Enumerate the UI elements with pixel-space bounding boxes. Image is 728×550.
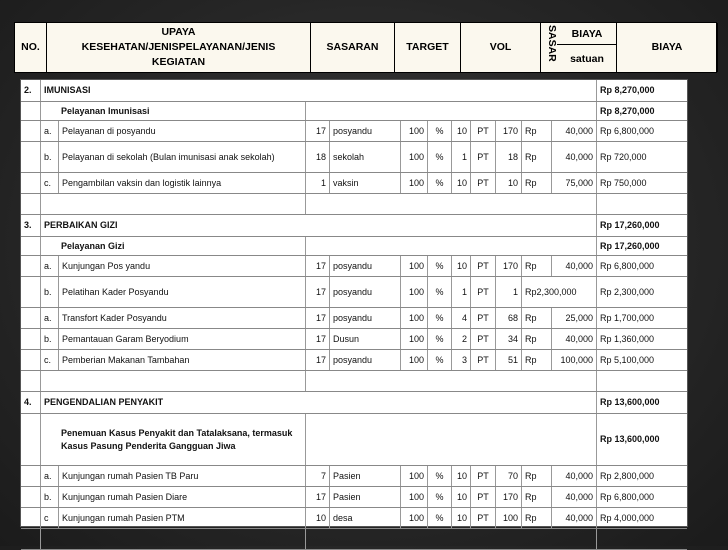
- volume: 70: [496, 466, 522, 486]
- table-header: [14, 22, 717, 73]
- sasaran-unit: Dusun: [330, 329, 401, 349]
- currency: Rp: [522, 142, 552, 172]
- target-value: 100: [401, 350, 428, 370]
- vol-count: 10: [452, 121, 471, 141]
- row-number: [21, 102, 41, 120]
- vol-unit: PT: [471, 277, 496, 307]
- volume: 18: [496, 142, 522, 172]
- currency: Rp: [522, 121, 552, 141]
- vol-unit: PT: [471, 508, 496, 528]
- total-cost: Rp 5,100,000: [600, 354, 655, 365]
- target-percent: %: [428, 142, 452, 172]
- currency: Rp: [522, 308, 552, 328]
- target-value: 100: [401, 466, 428, 486]
- item-label: Pengambilan vaksin dan logistik lainnya: [59, 173, 306, 193]
- vol-unit: PT: [471, 142, 496, 172]
- total-cost: Rp 17,260,000: [600, 240, 660, 251]
- target-value: 100: [401, 329, 428, 349]
- item-letter: c.: [41, 173, 59, 193]
- budget-table: [20, 79, 688, 527]
- row-number: [21, 508, 41, 528]
- section-row: [21, 392, 687, 414]
- empty-cell: [41, 194, 306, 214]
- unit-cost: 40,000: [552, 466, 597, 486]
- total-cost: Rp 13,600,000: [600, 434, 660, 445]
- sasaran-count: 17: [306, 350, 330, 370]
- total-cost: Rp 13,600,000: [600, 397, 660, 408]
- row-number: [21, 487, 41, 507]
- vol-count: 10: [452, 487, 471, 507]
- row-number: [21, 466, 41, 486]
- row-number: [21, 277, 41, 307]
- row-number: [21, 350, 41, 370]
- vol-count: 1: [452, 142, 471, 172]
- row-number: [21, 529, 41, 549]
- currency: Rp: [522, 329, 552, 349]
- volume: 10: [496, 173, 522, 193]
- total-cost: Rp 8,270,000: [600, 105, 655, 116]
- item-letter: a.: [41, 466, 59, 486]
- header-biaya-top: BIAYA: [557, 23, 617, 45]
- volume: 68: [496, 308, 522, 328]
- vol-count: 10: [452, 173, 471, 193]
- unit-cost: 40,000: [552, 508, 597, 528]
- item-label: Transfort Kader Posyandu: [59, 308, 306, 328]
- sasaran-count: 17: [306, 121, 330, 141]
- total-cost: Rp 17,260,000: [600, 220, 660, 231]
- unit-cost: 40,000: [552, 121, 597, 141]
- empty-cell: [41, 529, 306, 549]
- header-no: NO.: [15, 23, 47, 72]
- row-number: [21, 121, 41, 141]
- table-row: [21, 308, 687, 329]
- currency: Rp: [522, 508, 552, 528]
- item-letter: a.: [41, 121, 59, 141]
- currency: Rp: [522, 466, 552, 486]
- empty-cell: [41, 371, 306, 391]
- target-value: 100: [401, 308, 428, 328]
- item-letter: c.: [41, 350, 59, 370]
- target-percent: %: [428, 308, 452, 328]
- sasaran-unit: posyandu: [330, 256, 401, 276]
- item-label: Pelatihan Kader Posyandu: [59, 277, 306, 307]
- row-number: [21, 371, 41, 391]
- sasaran-count: 17: [306, 487, 330, 507]
- unit-cost: 100,000: [552, 350, 597, 370]
- item-label: Pelayanan di posyandu: [59, 121, 306, 141]
- empty-cell: [306, 237, 597, 255]
- item-letter: b.: [41, 277, 59, 307]
- header-biaya-satuan: satuan: [570, 53, 604, 65]
- target-percent: %: [428, 329, 452, 349]
- vol-count: 3: [452, 350, 471, 370]
- item-label: Pelayanan di sekolah (Bulan imunisasi anak sekolah): [59, 142, 306, 172]
- sasaran-count: 1: [306, 173, 330, 193]
- table-row: [21, 173, 687, 194]
- header-upaya-line2: KESEHATAN/JENISPELAYANAN/JENIS: [81, 40, 276, 53]
- vol-count: 4: [452, 308, 471, 328]
- target-value: 100: [401, 142, 428, 172]
- sasaran-unit: Pasien: [330, 466, 401, 486]
- total-cost: Rp 6,800,000: [600, 260, 655, 271]
- empty-cell: [597, 194, 689, 214]
- item-label: Kunjungan rumah Pasien Diare: [59, 487, 306, 507]
- empty-cell: [306, 194, 597, 214]
- empty-cell: [597, 371, 689, 391]
- total-cost: Rp 2,800,000: [600, 470, 655, 481]
- target-percent: %: [428, 173, 452, 193]
- volume: 1: [496, 277, 522, 307]
- section-label: IMUNISASI: [41, 80, 597, 101]
- currency: Rp: [522, 487, 552, 507]
- item-label: Kunjungan Pos yandu: [59, 256, 306, 276]
- sasaran-unit: posyandu: [330, 277, 401, 307]
- item-label: Pemberian Makanan Tambahan: [59, 350, 306, 370]
- volume: 170: [496, 256, 522, 276]
- table-row: [21, 277, 687, 308]
- header-upaya-line3: KEGIATAN: [151, 56, 206, 69]
- sasaran-count: 7: [306, 466, 330, 486]
- header-sasaran: SASARAN: [311, 23, 395, 72]
- subsection-label: Pelayanan Imunisasi: [41, 102, 306, 120]
- sasaran-count: 10: [306, 508, 330, 528]
- volume: 51: [496, 350, 522, 370]
- table-row: [21, 329, 687, 350]
- unit-cost: 40,000: [552, 329, 597, 349]
- table-row: [21, 414, 687, 466]
- table-row: [21, 142, 687, 173]
- table-row: [21, 466, 687, 487]
- item-letter: b.: [41, 329, 59, 349]
- sasaran-unit: sekolah: [330, 142, 401, 172]
- currency: Rp: [522, 173, 552, 193]
- vol-count: 2: [452, 329, 471, 349]
- volume: 170: [496, 121, 522, 141]
- unit-cost: 40,000: [552, 256, 597, 276]
- target-value: 100: [401, 487, 428, 507]
- total-cost: Rp 6,800,000: [600, 125, 655, 136]
- header-upaya-line1: UPAYA: [161, 25, 196, 38]
- table-row: [21, 102, 687, 121]
- item-label: Pemantauan Garam Beryodium: [59, 329, 306, 349]
- sasaran-unit: Pasien: [330, 487, 401, 507]
- total-cost: Rp 6,800,000: [600, 491, 655, 502]
- vol-unit: PT: [471, 256, 496, 276]
- sasaran-unit: posyandu: [330, 308, 401, 328]
- empty-cell: [306, 529, 597, 549]
- target-percent: %: [428, 508, 452, 528]
- table-row: [21, 487, 687, 508]
- target-percent: %: [428, 256, 452, 276]
- row-number: [21, 329, 41, 349]
- total-cost: Rp 1,360,000: [600, 333, 655, 344]
- vol-count: 10: [452, 508, 471, 528]
- target-percent: %: [428, 466, 452, 486]
- header-target: TARGET: [395, 23, 461, 72]
- unit-cost: 40,000: [552, 487, 597, 507]
- currency: Rp2,300,000: [522, 277, 597, 307]
- item-label: Kunjungan rumah Pasien TB Paru: [59, 466, 306, 486]
- vol-count: 10: [452, 256, 471, 276]
- item-letter: c: [41, 508, 59, 528]
- sasaran-unit: desa: [330, 508, 401, 528]
- section-row: [21, 215, 687, 237]
- target-value: 100: [401, 121, 428, 141]
- total-cost: Rp 2,300,000: [600, 286, 655, 297]
- row-number: [21, 414, 41, 465]
- target-percent: %: [428, 350, 452, 370]
- section-row: [21, 80, 687, 102]
- item-label: Kunjungan rumah Pasien PTM: [59, 508, 306, 528]
- sasaran-count: 18: [306, 142, 330, 172]
- sasaran-count: 17: [306, 329, 330, 349]
- header-upaya: [47, 23, 311, 72]
- row-number: [21, 308, 41, 328]
- volume: 170: [496, 487, 522, 507]
- vol-unit: PT: [471, 121, 496, 141]
- row-number: [21, 142, 41, 172]
- currency: Rp: [522, 350, 552, 370]
- sasaran-count: 17: [306, 256, 330, 276]
- empty-cell: [597, 529, 689, 549]
- total-cost: Rp 720,000: [600, 151, 647, 162]
- header-sasar-vertical: SASAR: [546, 25, 558, 62]
- total-cost: Rp 4,000,000: [600, 512, 655, 523]
- table-row: [21, 237, 687, 256]
- empty-cell: [306, 414, 597, 465]
- total-cost: Rp 750,000: [600, 177, 647, 188]
- total-cost: Rp 8,270,000: [600, 85, 655, 96]
- blank-row: [21, 371, 687, 392]
- section-label: PENGENDALIAN PENYAKIT: [41, 392, 597, 413]
- subsection-label: Penemuan Kasus Penyakit dan Tatalaksana, termasuk Kasus Pasung Penderita Gangguan Jiwa: [41, 414, 306, 465]
- unit-cost: 40,000: [552, 142, 597, 172]
- table-row: [21, 508, 687, 529]
- sasaran-count: 17: [306, 308, 330, 328]
- sasaran-unit: posyandu: [330, 350, 401, 370]
- target-percent: %: [428, 277, 452, 307]
- sasaran-count: 17: [306, 277, 330, 307]
- blank-row: [21, 529, 687, 550]
- vol-unit: PT: [471, 308, 496, 328]
- target-value: 100: [401, 173, 428, 193]
- row-number: 4.: [21, 392, 41, 413]
- vol-unit: PT: [471, 466, 496, 486]
- vol-unit: PT: [471, 350, 496, 370]
- target-value: 100: [401, 256, 428, 276]
- target-value: 100: [401, 508, 428, 528]
- table-row: [21, 256, 687, 277]
- section-label: PERBAIKAN GIZI: [41, 215, 597, 236]
- subsection-label: Pelayanan Gizi: [41, 237, 306, 255]
- row-number: [21, 256, 41, 276]
- item-letter: b.: [41, 487, 59, 507]
- table-row: [21, 121, 687, 142]
- target-percent: %: [428, 487, 452, 507]
- header-biaya: BIAYA: [617, 23, 718, 72]
- volume: 100: [496, 508, 522, 528]
- vol-unit: PT: [471, 487, 496, 507]
- row-number: [21, 237, 41, 255]
- row-number: 3.: [21, 215, 41, 236]
- row-number: 2.: [21, 80, 41, 101]
- unit-cost: 75,000: [552, 173, 597, 193]
- target-value: 100: [401, 277, 428, 307]
- blank-row: [21, 194, 687, 215]
- row-number: [21, 194, 41, 214]
- total-cost: Rp 1,700,000: [600, 312, 655, 323]
- unit-cost: 25,000: [552, 308, 597, 328]
- row-number: [21, 173, 41, 193]
- currency: Rp: [522, 256, 552, 276]
- item-letter: a.: [41, 308, 59, 328]
- empty-cell: [306, 371, 597, 391]
- vol-count: 1: [452, 277, 471, 307]
- sasaran-unit: posyandu: [330, 121, 401, 141]
- sasaran-unit: vaksin: [330, 173, 401, 193]
- item-letter: a.: [41, 256, 59, 276]
- vol-unit: PT: [471, 329, 496, 349]
- vol-count: 10: [452, 466, 471, 486]
- target-percent: %: [428, 121, 452, 141]
- item-letter: b.: [41, 142, 59, 172]
- table-row: [21, 350, 687, 371]
- volume: 34: [496, 329, 522, 349]
- header-vol: VOL: [461, 23, 541, 72]
- vol-unit: PT: [471, 173, 496, 193]
- empty-cell: [306, 102, 597, 120]
